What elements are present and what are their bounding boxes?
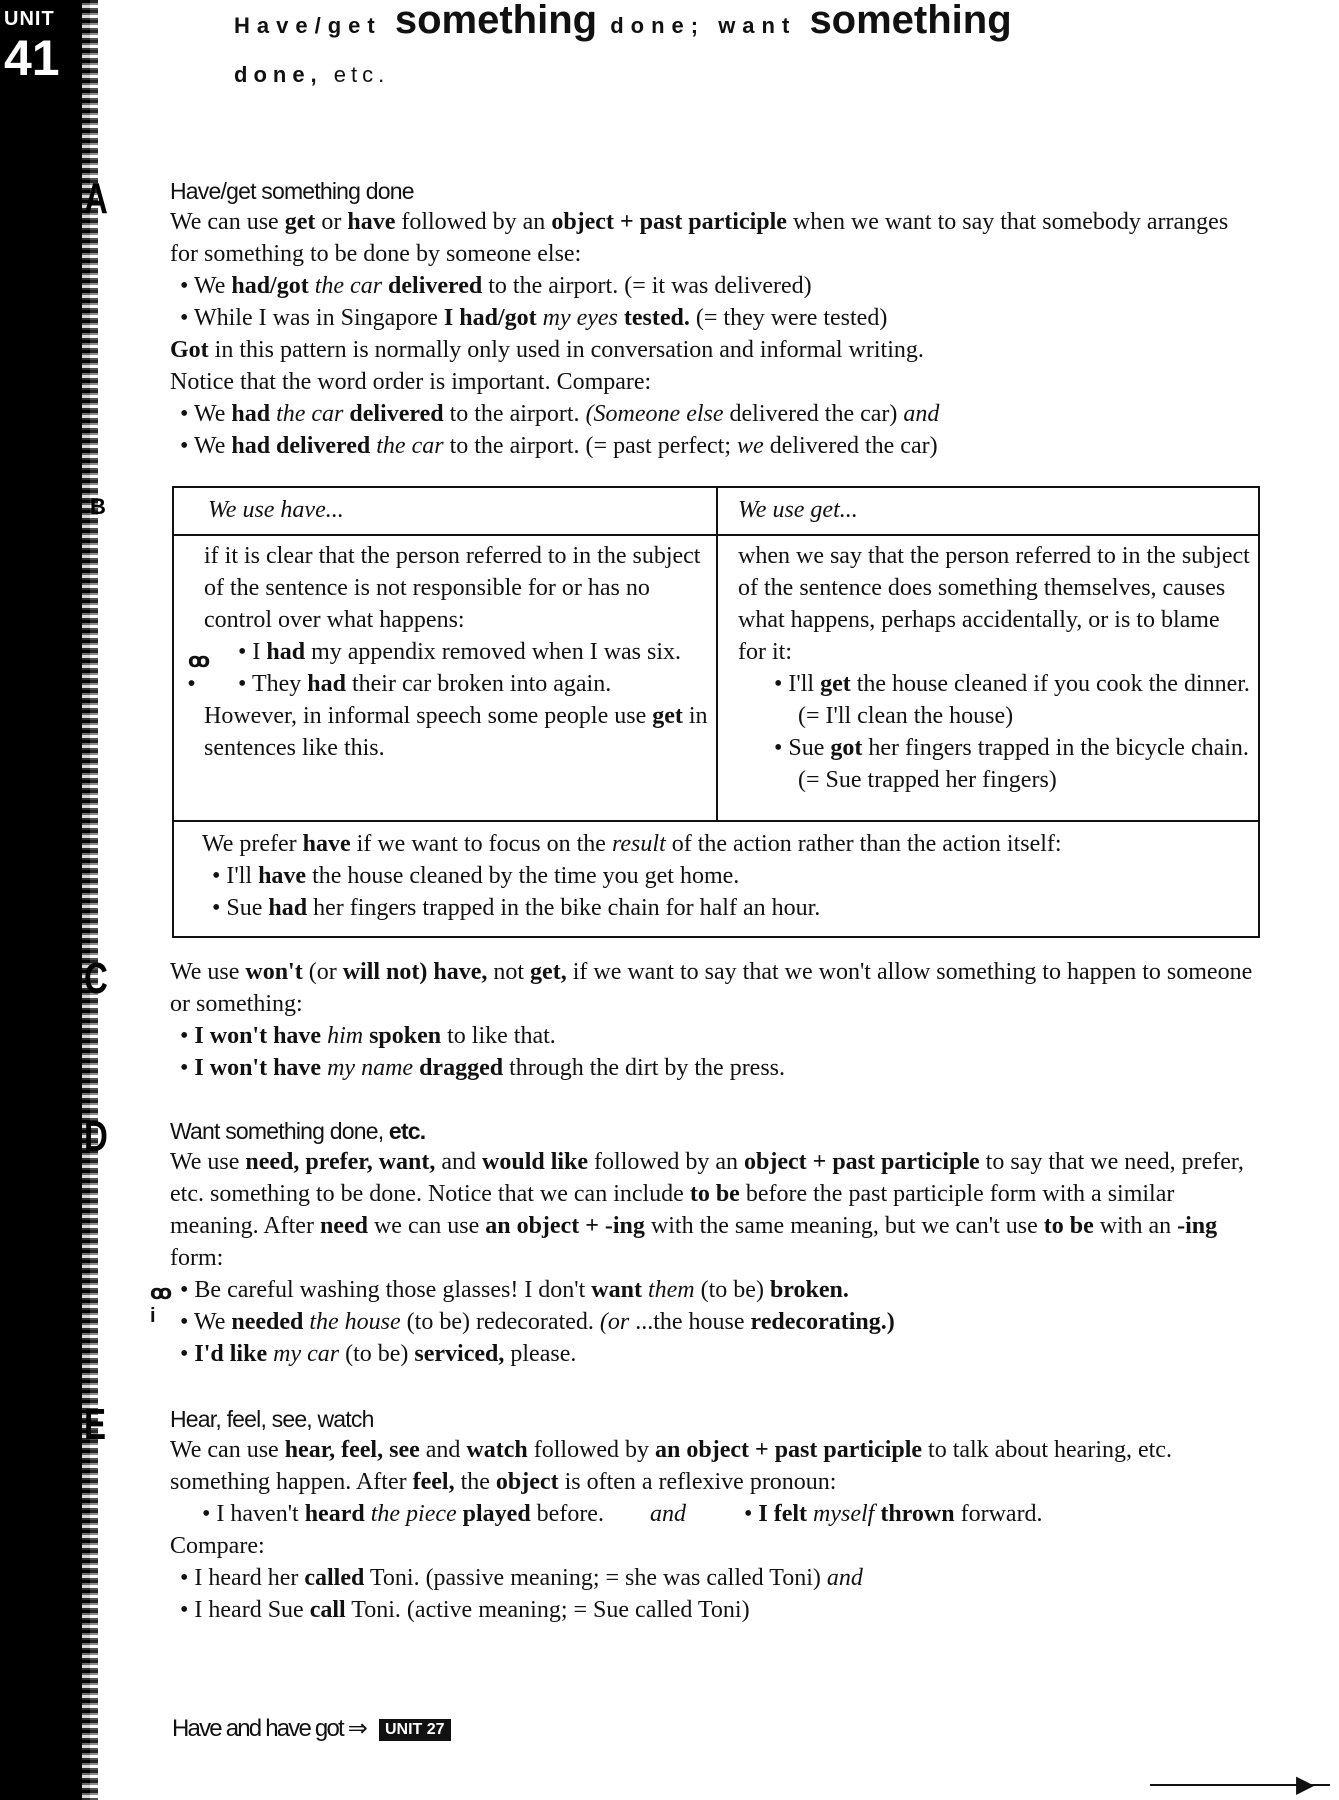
text-run: the piece (370, 1501, 457, 1527)
text-run: We use (170, 959, 246, 985)
title-part-have-get: Have/get (234, 13, 382, 38)
prefer-have-examples (202, 860, 1242, 924)
table-row-divider (174, 820, 1258, 822)
text-run: However, in informal speech some people use (204, 703, 653, 729)
text-run: would like (482, 1149, 589, 1175)
text-run: played (462, 1501, 531, 1527)
section-e-heading: Hear, feel, see, watch (170, 1406, 374, 1432)
arrow-right-icon: ⇒ (347, 1715, 367, 1742)
text-run: We (193, 1309, 232, 1335)
title-something-2: something (809, 0, 1012, 42)
bullet-item (202, 860, 1242, 892)
section-c-bullets (170, 1020, 1260, 1084)
text-run: need, prefer, want, (245, 1149, 436, 1175)
have-informal-note (204, 700, 708, 764)
text-run: I heard Sue (194, 1597, 310, 1623)
section-a-bullets-2 (170, 398, 1260, 462)
text-run: I'd like (194, 1341, 268, 1367)
bullet-item (738, 668, 1250, 732)
have-usage-text (204, 540, 708, 636)
text-run: I won't have (194, 1055, 322, 1081)
text-run: we (737, 433, 764, 459)
text-run: object + past participle (744, 1149, 980, 1175)
text-run: forward. (954, 1501, 1043, 1527)
text-run: had (266, 639, 306, 665)
text-run: had (231, 401, 271, 427)
text-run: delivered the car) (723, 401, 904, 427)
text-run: object + past participle (551, 209, 787, 235)
text-run: the (454, 1469, 496, 1495)
text-run: in sentences like this. (204, 703, 708, 761)
text-run: dragged (419, 1055, 504, 1081)
prefer-have-text (202, 828, 1242, 860)
text-run: my eyes (542, 305, 618, 331)
text-run: them (647, 1277, 695, 1303)
text-run: We can use (170, 1437, 285, 1463)
text-run: before the past participle form with a similar meaning. After (170, 1181, 1175, 1239)
section-e-text (170, 1434, 1260, 1498)
section-a-heading: Have/get something done (170, 178, 414, 204)
section-c-text (170, 956, 1260, 1020)
text-run: -ing (1177, 1213, 1218, 1239)
text-run: object (495, 1469, 559, 1495)
page-turn-arrow-icon: ▶ (1296, 1772, 1315, 1798)
text-run: get (284, 209, 316, 235)
prefer-have-row (202, 828, 1242, 924)
text-run: We use (170, 1149, 246, 1175)
text-run: We prefer (202, 831, 303, 857)
bullet-item (170, 1562, 1260, 1594)
text-run: had delivered (231, 433, 371, 459)
text-run: need (319, 1213, 368, 1239)
text-run: and (435, 1149, 483, 1175)
bullet-item (170, 1274, 1260, 1306)
text-run: before. (530, 1501, 604, 1527)
bullet-item (170, 1594, 1260, 1626)
text-run: watch (466, 1437, 528, 1463)
text-run: followed by an (395, 209, 552, 235)
col-get-body (738, 540, 1250, 796)
text-run: (= they were tested) (689, 305, 888, 331)
text-run: my name (327, 1055, 414, 1081)
text-run: the house (309, 1309, 401, 1335)
section-letter-b: B (90, 494, 106, 519)
bullet-item (170, 1338, 1260, 1370)
bullet-item (204, 636, 708, 668)
text-run: and (903, 401, 940, 427)
text-run: will not) (342, 959, 428, 985)
section-letter-a: A (84, 174, 108, 223)
text-run: I'll (226, 863, 259, 889)
text-run: They (251, 671, 308, 697)
example-and: and (649, 1501, 686, 1527)
title-part-done-want: done; want (610, 13, 797, 38)
text-run: want (591, 1277, 642, 1303)
sidebar-torn-edge (82, 0, 98, 1800)
text-run: her fingers trapped in the bike chain for half an hour. (307, 895, 821, 921)
text-run: I'll (788, 671, 821, 697)
text-run: with an (1093, 1213, 1178, 1239)
col-have-body (204, 540, 708, 764)
text-run: heard (304, 1501, 365, 1527)
bullet-item (170, 1020, 1260, 1052)
section-d-heading-text: Want something done, (170, 1118, 384, 1144)
section-d (170, 1116, 1260, 1370)
text-run: (Someone else (585, 401, 724, 427)
text-run: of the action rather than the action itself: (665, 831, 1062, 857)
text-run: my car (273, 1341, 340, 1367)
example-heard (216, 1501, 604, 1527)
unit-number: 41 (4, 30, 60, 86)
section-a-order-note (170, 366, 1260, 398)
text-run: We (193, 401, 232, 427)
bullet-item (170, 1306, 1260, 1338)
text-run: we can use (367, 1213, 486, 1239)
text-run: to the airport. (= it was delivered) (482, 273, 812, 299)
text-run: not (487, 959, 531, 985)
text-run: please. (504, 1341, 577, 1367)
text-run: Notice that the word order is important. Compare: (170, 369, 652, 395)
text-run: Sue (226, 895, 269, 921)
section-d-bullets (170, 1274, 1260, 1370)
get-usage-text (738, 540, 1250, 668)
section-d-heading (170, 1116, 1260, 1146)
text-run: to be (1043, 1213, 1094, 1239)
text-run: to the airport. (443, 401, 586, 427)
text-run: While I was in Singapore (193, 305, 444, 331)
example-felt (758, 1501, 1042, 1527)
section-letter-c: C (84, 954, 108, 1003)
text-run: Toni. (active meaning; = Sue called Toni) (345, 1597, 750, 1623)
have-examples (204, 636, 708, 700)
text-run: had (307, 671, 346, 697)
bullet-item (202, 892, 1242, 924)
text-run: spoken (369, 1023, 442, 1049)
text-run: followed by (527, 1437, 656, 1463)
text-run: I (252, 639, 267, 665)
text-run: her fingers trapped in the bicycle chain. (= Sue trapped her fingers) (798, 735, 1249, 793)
unit-sidebar (0, 0, 90, 1800)
text-run: delivered (388, 273, 483, 299)
text-run: and (419, 1437, 467, 1463)
text-run: got (830, 735, 863, 761)
text-run: my appendix removed when I was six. (305, 639, 682, 665)
text-run: I won't have (194, 1023, 322, 1049)
text-run: won't (245, 959, 303, 985)
title-done: done, (234, 62, 323, 87)
text-run: had (268, 895, 308, 921)
have-get-comparison-table (172, 486, 1260, 938)
bullet-item (738, 732, 1250, 796)
unit-27-link[interactable]: UNIT 27 (379, 1719, 451, 1741)
bullet-item (170, 430, 1260, 462)
text-run: Be careful washing those glasses! I don't (194, 1277, 592, 1303)
text-run: with the same meaning, but we can't use (644, 1213, 1044, 1239)
text-run: (to be) (339, 1341, 415, 1367)
section-letter-d: D (84, 1112, 108, 1161)
text-run: We (193, 433, 232, 459)
text-run: I felt (758, 1501, 808, 1527)
text-run: redecorating.) (750, 1309, 895, 1335)
text-run: have, (433, 959, 488, 985)
text-run: the car (376, 433, 444, 459)
text-run: (or (599, 1309, 630, 1335)
section-a-got-note (170, 334, 1260, 366)
text-run: if we want to focus on the (350, 831, 612, 857)
margin-mark-b: ꝏ • (188, 650, 211, 695)
text-run: tested. (623, 305, 690, 331)
text-run: feel, (412, 1469, 455, 1495)
text-run: or (315, 209, 348, 235)
section-a (170, 176, 1260, 462)
text-run: We (193, 273, 232, 299)
section-d-heading-etc: etc. (388, 1118, 426, 1144)
text-run: get (820, 671, 851, 697)
text-run: Sue (788, 735, 831, 761)
text-run: Got (170, 337, 209, 363)
text-run: needed (231, 1309, 304, 1335)
text-run: We can use (170, 209, 285, 235)
text-run: in this pattern is normally only used in conversation and informal writing. (208, 337, 924, 363)
text-run: when we want to say that somebody arranges for something to be done by someone else: (170, 209, 1229, 267)
cross-reference-footer (172, 1714, 451, 1743)
section-letter-e: E (84, 1400, 107, 1449)
text-run: ...the house (629, 1309, 751, 1335)
col-get-header: We use get... (738, 497, 858, 523)
text-run: to talk about hearing, etc. something happen. After (170, 1437, 1172, 1495)
title-something-1: something (394, 0, 598, 42)
text-run: myself (813, 1501, 875, 1527)
section-e-bullets (170, 1562, 1260, 1626)
section-e-compare: Compare: (170, 1533, 265, 1559)
text-run: (to be) redecorated. (400, 1309, 600, 1335)
section-e-examples-row: • I haven't heard the piece played before. and • I felt myself thrown forward. (202, 1501, 1043, 1527)
page-title (234, 0, 1294, 88)
text-run: the house cleaned if you cook the dinner. (= I'll clean the house) (798, 671, 1250, 729)
text-run: have (302, 831, 351, 857)
text-run: get, (530, 959, 567, 985)
text-run: broken. (769, 1277, 849, 1303)
text-run: serviced, (414, 1341, 505, 1367)
text-run: had/got (231, 273, 309, 299)
text-run: call (309, 1597, 346, 1623)
text-run: their car broken into again. (345, 671, 612, 697)
text-run: have (258, 863, 307, 889)
text-run: through the dirt by the press. (503, 1055, 786, 1081)
text-run: have (347, 209, 396, 235)
bullet-item (170, 302, 1260, 334)
text-run: I heard her (194, 1565, 305, 1591)
text-run: Toni. (passive meaning; = she was called Toni) (364, 1565, 827, 1591)
text-run: followed by an (588, 1149, 745, 1175)
bullet-item (170, 1052, 1260, 1084)
text-run: the car (314, 273, 383, 299)
text-run: to the airport. (= past perfect; (443, 433, 738, 459)
text-run: delivered the car) (763, 433, 938, 459)
text-run: him (327, 1023, 364, 1049)
text-run: get (652, 703, 683, 729)
text-run: if we want to say that we won't allow something to happen to someone or something: (170, 959, 1253, 1017)
title-etc: etc. (333, 62, 390, 87)
text-run: delivered (349, 401, 444, 427)
text-run: thrown (880, 1501, 955, 1527)
bullet-item (204, 668, 708, 700)
text-run: to like that. (441, 1023, 556, 1049)
text-run: an object + past participle (655, 1437, 923, 1463)
text-run: to say that we need, prefer, etc. something to be done. Notice that we can include (170, 1149, 1244, 1207)
bullet-item (170, 398, 1260, 430)
text-run: when we say that the person referred to in the subject of the sentence does something themselves, causes what happens, perhaps accidentally, or is to blame for it: (738, 543, 1250, 665)
text-run: the house cleaned by the time you get home. (306, 863, 740, 889)
text-run: I had/got (443, 305, 537, 331)
text-run: (to be) (694, 1277, 770, 1303)
bullet-item (170, 270, 1260, 302)
section-a-intro (170, 206, 1260, 270)
text-run: to be (689, 1181, 740, 1207)
col-have-header: We use have... (208, 497, 344, 523)
text-run: (or (302, 959, 343, 985)
text-run: I haven't (216, 1501, 305, 1527)
table-column-divider (716, 488, 718, 822)
text-run: is often a reflexive pronoun: (558, 1469, 837, 1495)
section-e (170, 1404, 1260, 1626)
footer-text: Have and have got (172, 1715, 343, 1742)
section-c (170, 956, 1260, 1084)
get-examples (738, 668, 1250, 796)
text-run: and (826, 1565, 863, 1591)
text-run: an object + -ing (485, 1213, 645, 1239)
text-run: called (304, 1565, 365, 1591)
text-run: form: (170, 1245, 224, 1271)
text-run: if it is clear that the person referred to in the subject of the sentence is not responsible for or has no control over what happens: (204, 543, 701, 633)
unit-label: UNIT (4, 8, 55, 30)
section-d-text (170, 1146, 1260, 1274)
section-a-bullets-1 (170, 270, 1260, 334)
text-run: result (611, 831, 666, 857)
text-run: hear, feel, see (284, 1437, 420, 1463)
margin-mark-d: ꝏ i (150, 1282, 173, 1327)
text-run: the car (276, 401, 344, 427)
unit-tag (4, 8, 60, 86)
